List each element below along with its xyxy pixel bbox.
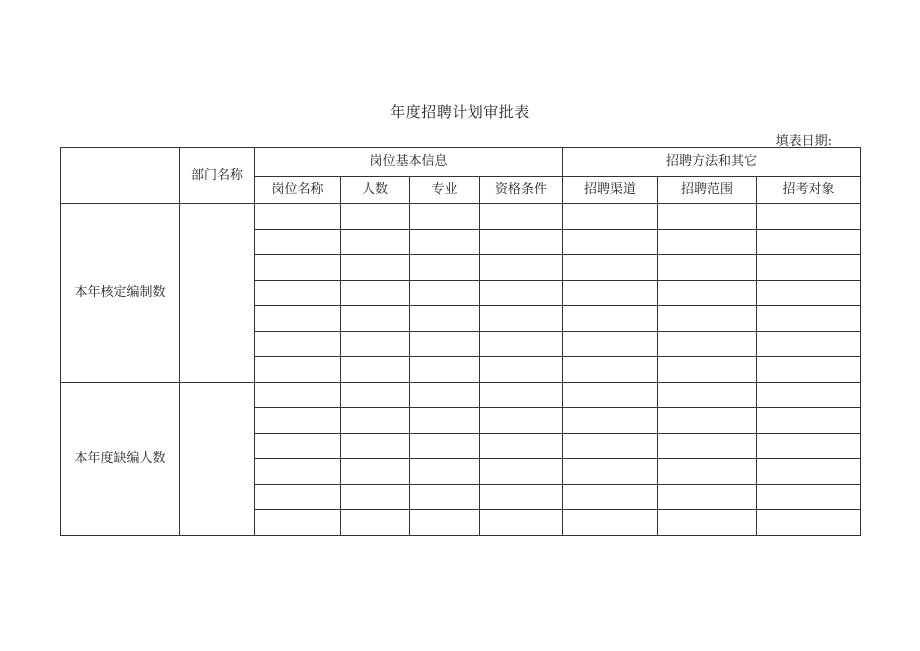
cell-position-name[interactable] [255, 331, 341, 357]
cell-qualifications[interactable] [480, 229, 563, 255]
cell-qualifications[interactable] [480, 204, 563, 230]
cell-scope[interactable] [658, 484, 757, 510]
cell-major[interactable] [410, 229, 480, 255]
cell-channel[interactable] [563, 459, 658, 485]
recruitment-plan-table [60, 147, 861, 536]
cell-position-name[interactable] [255, 433, 341, 459]
cell-major[interactable] [410, 331, 480, 357]
cell-position-name[interactable] [255, 459, 341, 485]
cell-target[interactable] [757, 433, 861, 459]
cell-major[interactable] [410, 204, 480, 230]
cell-qualifications[interactable] [480, 255, 563, 281]
cell-scope[interactable] [658, 433, 757, 459]
group-header-basic: 岗位基本信息 [255, 148, 563, 177]
cell-channel[interactable] [563, 229, 658, 255]
cell-target[interactable] [757, 280, 861, 306]
dept-name-cell[interactable] [180, 382, 255, 535]
col-header-qualifications: 资格条件 [480, 177, 563, 204]
cell-position-name[interactable] [255, 229, 341, 255]
cell-qualifications[interactable] [480, 459, 563, 485]
header-row-groups [61, 148, 861, 177]
cell-position-name[interactable] [255, 408, 341, 434]
cell-major[interactable] [410, 306, 480, 332]
cell-headcount[interactable] [341, 510, 410, 536]
cell-channel[interactable] [563, 280, 658, 306]
cell-major[interactable] [410, 459, 480, 485]
cell-scope[interactable] [658, 408, 757, 434]
cell-headcount[interactable] [341, 204, 410, 230]
cell-qualifications[interactable] [480, 306, 563, 332]
cell-target[interactable] [757, 204, 861, 230]
cell-target[interactable] [757, 357, 861, 383]
cell-target[interactable] [757, 408, 861, 434]
cell-scope[interactable] [658, 357, 757, 383]
cell-scope[interactable] [658, 280, 757, 306]
corner-cell [61, 148, 180, 204]
section-label: 本年核定编制数 [61, 204, 180, 383]
cell-channel[interactable] [563, 331, 658, 357]
col-header-position-name: 岗位名称 [255, 177, 341, 204]
cell-scope[interactable] [658, 459, 757, 485]
cell-position-name[interactable] [255, 484, 341, 510]
cell-channel[interactable] [563, 382, 658, 408]
cell-headcount[interactable] [341, 229, 410, 255]
cell-headcount[interactable] [341, 408, 410, 434]
col-header-major: 专业 [410, 177, 480, 204]
cell-scope[interactable] [658, 510, 757, 536]
cell-target[interactable] [757, 229, 861, 255]
cell-scope[interactable] [658, 204, 757, 230]
cell-position-name[interactable] [255, 382, 341, 408]
cell-qualifications[interactable] [480, 433, 563, 459]
cell-scope[interactable] [658, 331, 757, 357]
cell-scope[interactable] [658, 229, 757, 255]
cell-target[interactable] [757, 331, 861, 357]
section-label: 本年度缺编人数 [61, 382, 180, 535]
cell-headcount[interactable] [341, 433, 410, 459]
cell-channel[interactable] [563, 204, 658, 230]
dept-name-cell[interactable] [180, 204, 255, 383]
cell-target[interactable] [757, 510, 861, 536]
cell-qualifications[interactable] [480, 331, 563, 357]
cell-scope[interactable] [658, 255, 757, 281]
cell-position-name[interactable] [255, 255, 341, 281]
cell-headcount[interactable] [341, 331, 410, 357]
table-row [61, 204, 861, 230]
cell-qualifications[interactable] [480, 408, 563, 434]
cell-headcount[interactable] [341, 255, 410, 281]
dept-header-cell: 部门名称 [180, 148, 255, 204]
cell-position-name[interactable] [255, 204, 341, 230]
cell-headcount[interactable] [341, 280, 410, 306]
cell-headcount[interactable] [341, 459, 410, 485]
document-title: 年度招聘计划审批表 [390, 103, 530, 121]
cell-major[interactable] [410, 408, 480, 434]
cell-target[interactable] [757, 484, 861, 510]
cell-major[interactable] [410, 255, 480, 281]
cell-qualifications[interactable] [480, 484, 563, 510]
cell-position-name[interactable] [255, 306, 341, 332]
cell-qualifications[interactable] [480, 280, 563, 306]
col-header-scope: 招聘范围 [658, 177, 757, 204]
cell-headcount[interactable] [341, 382, 410, 408]
cell-channel[interactable] [563, 306, 658, 332]
cell-qualifications[interactable] [480, 510, 563, 536]
cell-target[interactable] [757, 306, 861, 332]
cell-major[interactable] [410, 510, 480, 536]
cell-headcount[interactable] [341, 484, 410, 510]
group-header-method: 招聘方法和其它 [563, 148, 861, 177]
col-header-headcount: 人数 [341, 177, 410, 204]
cell-headcount[interactable] [341, 306, 410, 332]
cell-channel[interactable] [563, 510, 658, 536]
cell-major[interactable] [410, 382, 480, 408]
cell-channel[interactable] [563, 433, 658, 459]
cell-position-name[interactable] [255, 357, 341, 383]
cell-target[interactable] [757, 382, 861, 408]
cell-major[interactable] [410, 433, 480, 459]
cell-major[interactable] [410, 357, 480, 383]
cell-headcount[interactable] [341, 357, 410, 383]
cell-major[interactable] [410, 280, 480, 306]
cell-channel[interactable] [563, 408, 658, 434]
cell-target[interactable] [757, 255, 861, 281]
table-row [61, 382, 861, 408]
cell-qualifications[interactable] [480, 382, 563, 408]
cell-scope[interactable] [658, 306, 757, 332]
cell-position-name[interactable] [255, 280, 341, 306]
cell-major[interactable] [410, 484, 480, 510]
cell-position-name[interactable] [255, 510, 341, 536]
fill-date-label: 填表日期: [775, 134, 832, 149]
cell-channel[interactable] [563, 484, 658, 510]
col-header-channel: 招聘渠道 [563, 177, 658, 204]
cell-channel[interactable] [563, 255, 658, 281]
cell-channel[interactable] [563, 357, 658, 383]
col-header-target: 招考对象 [757, 177, 861, 204]
cell-qualifications[interactable] [480, 357, 563, 383]
cell-target[interactable] [757, 459, 861, 485]
cell-scope[interactable] [658, 382, 757, 408]
